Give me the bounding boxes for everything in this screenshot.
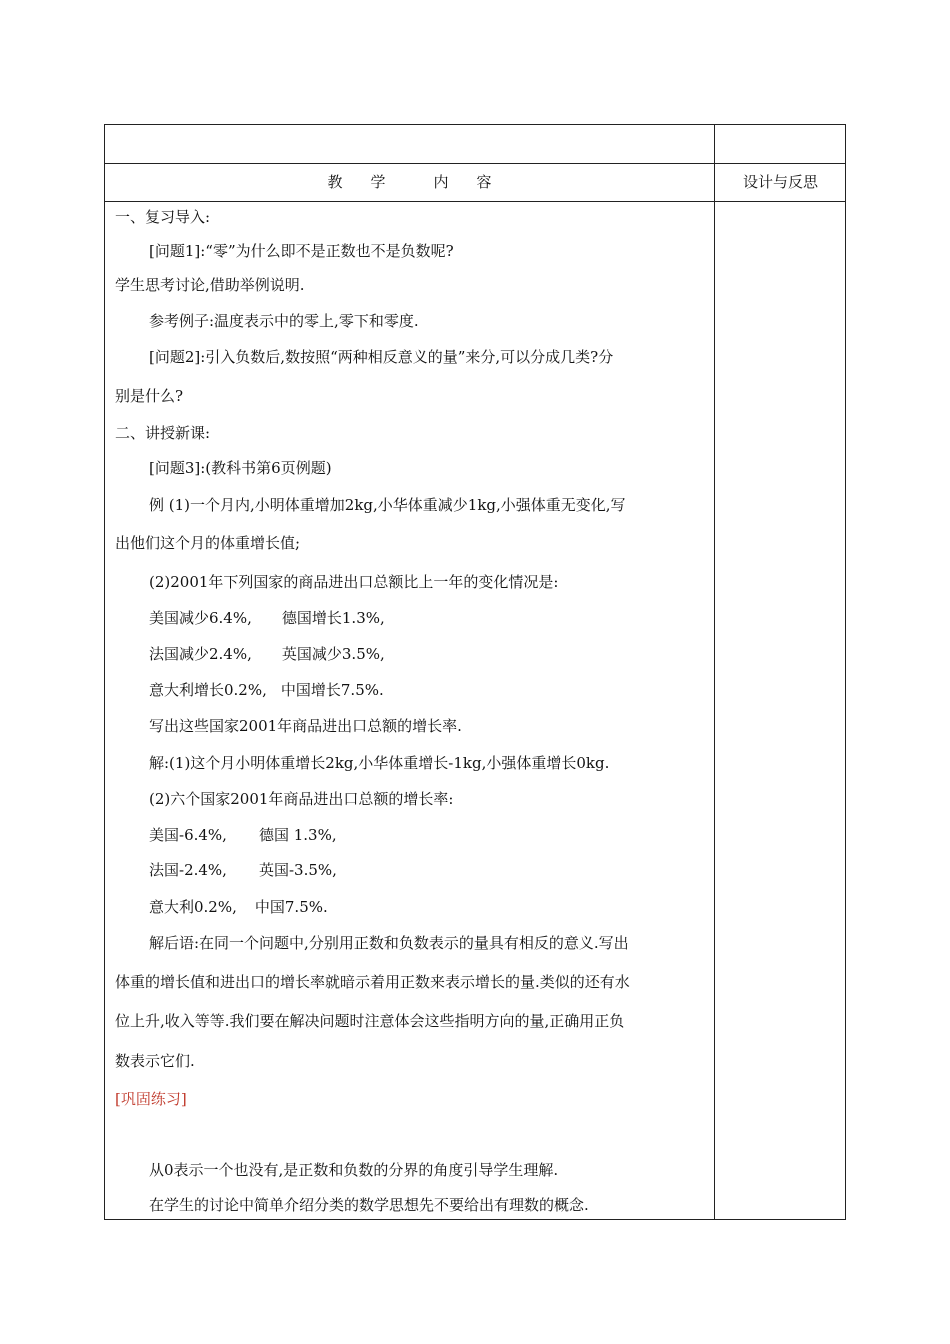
list-cell: 英国减少3.5%,: [281, 645, 385, 663]
list-cell: 美国-6.4%,: [149, 826, 227, 844]
question-1: [问题1]:“零”为什么即不是正数也不是负数呢?: [149, 242, 454, 260]
summary-line-2: 体重的增长值和进出口的增长率就暗示着用正数来表示增长的量.类似的还有水: [115, 973, 630, 991]
list-item: [149, 643, 385, 664]
header-char: 教: [327, 173, 343, 191]
section-title: 二、讲授新课:: [115, 424, 211, 442]
list-cell: 中国7.5%.: [254, 898, 328, 916]
summary-line-1: 解后语:在同一个问题中,分别用正数和负数表示的量具有相反的意义.写出: [149, 934, 629, 952]
list-item: [149, 859, 337, 880]
design-note-1: 从0表示一个也没有,是正数和负数的分界的角度引导学生理解.: [149, 1161, 559, 1179]
solution-2: (2)六个国家2001年商品进出口总额的增长率:: [149, 790, 454, 808]
header-char: 学: [370, 173, 386, 191]
list-cell: 中国增长7.5%.: [280, 681, 384, 699]
header-design-reflection: 设计与反思: [742, 173, 818, 191]
example-1-line-2: 出他们这个月的体重增长值;: [115, 534, 301, 552]
list-cell: 英国-3.5%,: [258, 861, 337, 879]
lesson-table: [104, 124, 846, 1220]
list-item: [149, 896, 328, 917]
solution-1: 解:(1)这个月小明体重增长2kg,小华体重增长-1kg,小强体重增长0kg.: [149, 754, 610, 772]
list-cell: 德国增长1.3%,: [281, 609, 385, 627]
list-cell: 美国减少6.4%,: [149, 609, 252, 627]
question-2-line-1: [问题2]:引入负数后,数按照“两种相反意义的量”来分,可以分成几类?分: [149, 348, 614, 366]
row-divider-header: [105, 201, 845, 202]
list-cell: 法国-2.4%,: [149, 861, 227, 879]
list-cell: 法国减少2.4%,: [149, 645, 252, 663]
list-cell: 意大利增长0.2%,: [149, 681, 267, 699]
column-divider: [714, 125, 715, 1219]
example-2-ask: 写出这些国家2001年商品进出口总额的增长率.: [149, 717, 462, 735]
question-1-reference: 参考例子:温度表示中的零上,零下和零度.: [149, 312, 419, 330]
header-char: 容: [476, 173, 492, 191]
example-2: (2)2001年下列国家的商品进出口总额比上一年的变化情况是:: [149, 573, 559, 591]
design-note-2: 在学生的讨论中简单介绍分类的数学思想先不要给出有理数的概念.: [149, 1196, 589, 1214]
list-item: [149, 824, 337, 845]
header-char: 内: [433, 173, 449, 191]
section-title: 一、复习导入:: [115, 208, 211, 226]
practice-heading: [巩固练习]: [115, 1090, 187, 1108]
summary-line-3: 位上升,收入等等.我们要在解决问题时注意体会这些指明方向的量,正确用正负: [115, 1012, 625, 1030]
list-cell: 德国 1.3%,: [258, 826, 337, 844]
example-1-line-1: 例 (1)一个月内,小明体重增加2kg,小华体重减少1kg,小强体重无变化,写: [149, 496, 626, 514]
question-3: [问题3]:(教科书第6页例题): [149, 459, 332, 477]
question-1-note: 学生思考讨论,借助举例说明.: [115, 276, 305, 294]
list-item: [149, 679, 384, 700]
summary-line-4: 数表示它们.: [115, 1052, 195, 1070]
list-cell: 意大利0.2%,: [149, 898, 237, 916]
header-teaching-content: [105, 164, 714, 201]
list-item: [149, 607, 385, 628]
question-2-line-2: 别是什么?: [115, 387, 184, 405]
